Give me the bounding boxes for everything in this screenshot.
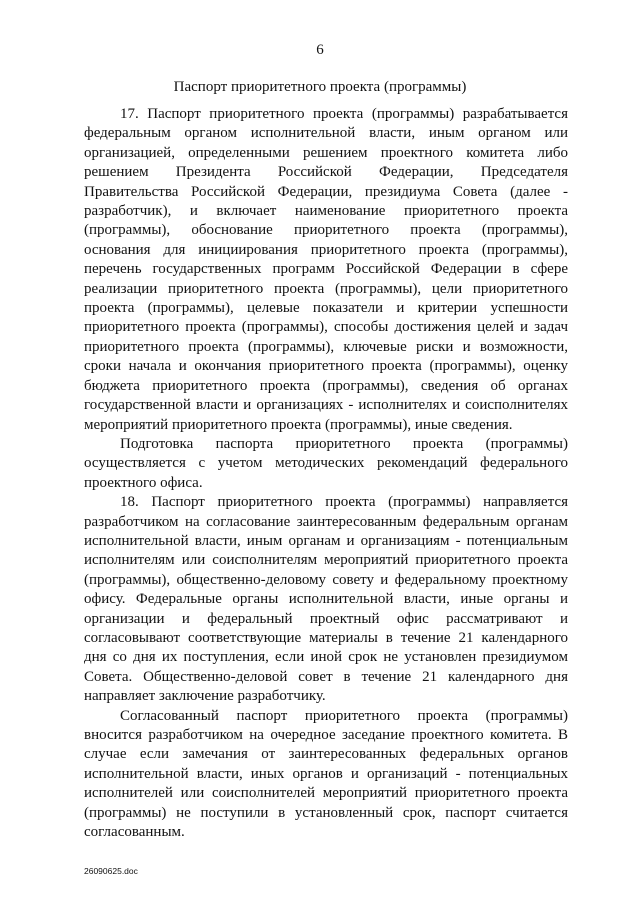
page-number: 6 — [316, 42, 324, 58]
paragraph-preparation: Подготовка паспорта приоритетного проекта (программы) осуществляется с учетом методических рекомендаций федерального проектного офиса. — [84, 435, 568, 491]
document-body — [84, 105, 568, 842]
paragraph-18: 18. Паспорт приоритетного проекта (программы) направляется разработчиком на согласование заинтересованным федеральным органам исполнительной власти, иным органам и организациям - потенциальным исполнителям или соисполнителям мероприятий приоритетного проекта (программы), общественно-деловому совету и федеральному проектному офису. Федеральные органы исполнительной власти, иные органы и организации и федеральный проектный офис рассматривают и согласовывают соответствующие материалы в течение 21 календарного дня со дня их поступления, если иной срок не установлен президиумом Совета. Общественно-деловой совет в течение 21 календарного дня направляет заключение разработчику. — [84, 494, 568, 705]
paragraph-17: 17. Паспорт приоритетного проекта (программы) разрабатывается федеральным органом исполнительной власти, иным органом или организацией, определенными решением проектного комитета либо решением Президента Российской Федерации, Председателя Правительства Российской Федерации, президиума Совета (далее - разработчик), и включает наименование приоритетного проекта (программы), обоснование приоритетного проекта (программы), основания для инициирования приоритетного проекта (программы), перечень государственных программ Российской Федерации в сфере реализации приоритетного проекта (программы), цели приоритетного проекта (программы), целевые показатели и критерии успешности приоритетного проекта (программы), способы достижения целей и задач приоритетного проекта (программы), ключевые риски и возможности, сроки начала и окончания приоритетного проекта (программы), оценку бюджета приоритетного проекта (программы), сведения об органах государственной власти и организациях - исполнителях и соисполнителях мероприятий приоритетного проекта (программы), иные сведения. — [84, 106, 568, 433]
section-heading: Паспорт приоритетного проекта (программы) — [173, 79, 467, 95]
document-filename: 26090625.doc — [84, 866, 138, 876]
paragraph-approved-passport: Согласованный паспорт приоритетного проекта (программы) вносится разработчиком на очередное заседание проектного комитета. В случае если замечания от заинтересованных федеральных органов исполнительной власти, иных органов и организаций - потенциальных исполнителей или соисполнителей мероприятий приоритетного проекта (программы) не поступили в установленный срок, паспорт считается согласованным. — [84, 707, 568, 841]
